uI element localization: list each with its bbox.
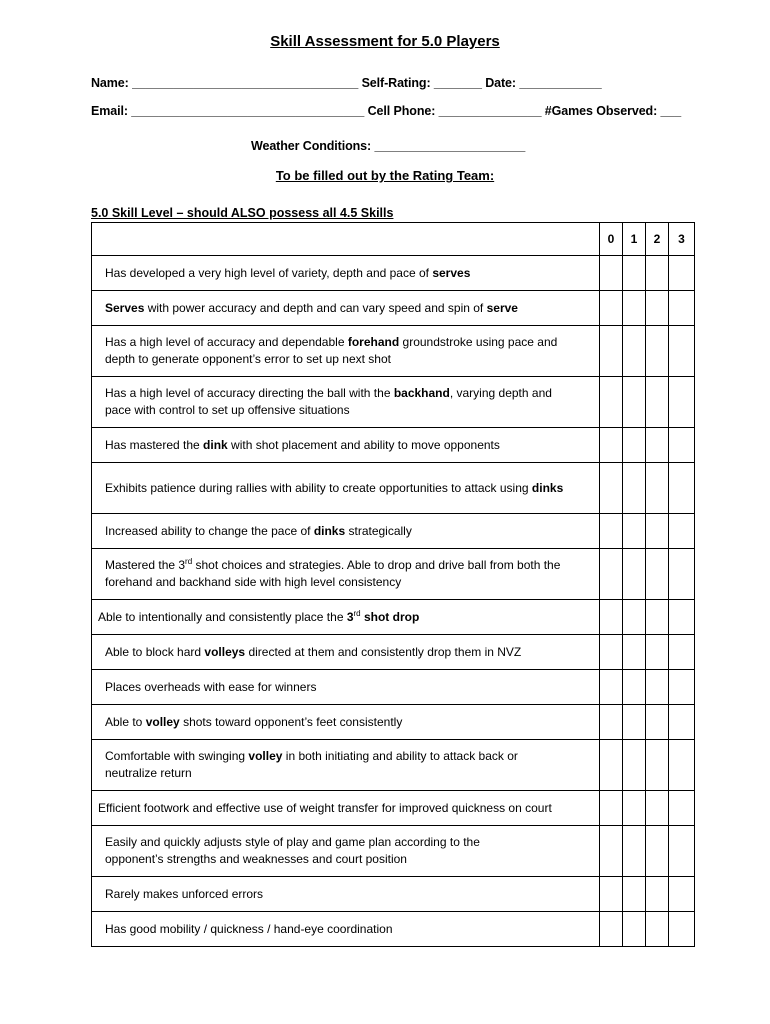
score-cell-1[interactable]	[623, 877, 646, 912]
score-cell-2[interactable]	[646, 705, 669, 740]
score-cell-2[interactable]	[646, 740, 669, 791]
score-header-3: 3	[669, 223, 695, 256]
score-cell-3[interactable]	[669, 549, 695, 600]
table-row	[92, 428, 695, 463]
score-cell-2[interactable]	[646, 428, 669, 463]
score-cell-2[interactable]	[646, 600, 669, 635]
skill-text: Rarely makes unforced errors	[105, 886, 264, 901]
score-cell-2[interactable]	[646, 826, 669, 877]
table-row	[92, 377, 695, 428]
skill-description	[92, 740, 600, 791]
skill-description	[92, 463, 600, 514]
score-cell-1[interactable]	[623, 600, 646, 635]
table-row	[92, 256, 695, 291]
score-cell-0[interactable]	[600, 826, 623, 877]
table-row	[92, 912, 695, 947]
score-cell-0[interactable]	[600, 912, 623, 947]
score-cell-3[interactable]	[669, 428, 695, 463]
score-cell-2[interactable]	[646, 791, 669, 826]
skill-keyword: Serves	[105, 300, 145, 315]
table-row	[92, 740, 695, 791]
skill-description	[92, 428, 600, 463]
table-row	[92, 791, 695, 826]
table-row	[92, 826, 695, 877]
weather-conditions-line: Weather Conditions: ______________________	[251, 139, 526, 153]
skill-keyword: dink	[203, 437, 228, 452]
score-cell-2[interactable]	[646, 326, 669, 377]
table-row	[92, 670, 695, 705]
skill-text: Able to block hard	[105, 644, 205, 659]
skill-description	[92, 670, 600, 705]
skill-text: Comfortable with swinging	[105, 749, 249, 763]
score-cell-2[interactable]	[646, 291, 669, 326]
skill-description	[92, 912, 600, 947]
score-cell-0[interactable]	[600, 428, 623, 463]
score-cell-0[interactable]	[600, 877, 623, 912]
score-cell-1[interactable]	[623, 463, 646, 514]
skill-keyword-2: shot drop	[360, 609, 420, 624]
score-cell-0[interactable]	[600, 463, 623, 514]
score-cell-3[interactable]	[669, 791, 695, 826]
page-title: Skill Assessment for 5.0 Players	[270, 33, 500, 50]
score-cell-1[interactable]	[623, 428, 646, 463]
table-row	[92, 326, 695, 377]
score-cell-3[interactable]	[669, 291, 695, 326]
header-blank-cell	[92, 223, 600, 256]
score-cell-1[interactable]	[623, 791, 646, 826]
skill-assessment-table	[91, 222, 695, 947]
skill-description	[92, 635, 600, 670]
skill-text-continued: in both initiating and ability to attack back or neutralize return	[105, 749, 518, 780]
skill-text: Has a high level of accuracy directing the ball with the	[105, 386, 394, 400]
score-header-1: 1	[623, 223, 646, 256]
skill-text: Able to	[105, 714, 146, 729]
skill-text: Has good mobility / quickness / hand-eye coordination	[105, 921, 393, 936]
score-cell-2[interactable]	[646, 256, 669, 291]
name-rating-date-line: Name: _________________________________ Self-Rating: _______ Date: ____________	[91, 76, 602, 90]
skill-keyword: volley	[145, 714, 180, 729]
score-cell-3[interactable]	[669, 912, 695, 947]
table-row	[92, 600, 695, 635]
skill-text-continued: shot choices and strategies. Able to drop and drive ball from both the forehand and backhand side with high level consistency	[105, 558, 561, 589]
skill-text: Places overheads with ease for winners	[105, 679, 317, 694]
skill-description	[92, 514, 600, 549]
score-cell-0[interactable]	[600, 600, 623, 635]
score-cell-0[interactable]	[600, 740, 623, 791]
score-cell-1[interactable]	[623, 256, 646, 291]
score-cell-3[interactable]	[669, 514, 695, 549]
score-header-0: 0	[600, 223, 623, 256]
skill-keyword: volley	[248, 749, 283, 763]
table-row	[92, 514, 695, 549]
skill-description	[92, 326, 600, 377]
score-cell-2[interactable]	[646, 377, 669, 428]
score-cell-2[interactable]	[646, 877, 669, 912]
email-phone-games-line: Email: __________________________________ Cell Phone: _______________ #Games Observed: ___	[91, 104, 682, 118]
table-row	[92, 549, 695, 600]
skill-description	[92, 291, 600, 326]
skill-text-continued: strategically	[345, 523, 412, 538]
skill-description	[92, 791, 600, 826]
score-cell-3[interactable]	[669, 463, 695, 514]
skill-text: Easily and quickly adjusts style of play and game plan according to the opponent’s strengths and weaknesses and court position	[105, 835, 480, 866]
table-row	[92, 291, 695, 326]
ordinal-suffix: rd	[185, 557, 193, 566]
score-header-2: 2	[646, 223, 669, 256]
score-cell-3[interactable]	[669, 377, 695, 428]
table-row	[92, 463, 695, 514]
skill-description	[92, 826, 600, 877]
skill-text: Able to intentionally and consistently place the	[98, 609, 347, 624]
score-cell-3[interactable]	[669, 326, 695, 377]
score-cell-0[interactable]	[600, 256, 623, 291]
score-cell-3[interactable]	[669, 740, 695, 791]
table-row	[92, 705, 695, 740]
skill-keyword-2: serve	[486, 300, 518, 315]
skill-keyword: dinks	[313, 523, 346, 538]
skill-text-continued: shots toward opponent’s feet consistently	[179, 714, 403, 729]
score-cell-1[interactable]	[623, 326, 646, 377]
score-cell-1[interactable]	[623, 291, 646, 326]
skill-text: Efficient footwork and effective use of weight transfer for improved quickness on court	[98, 800, 552, 815]
score-cell-0[interactable]	[600, 514, 623, 549]
skill-description	[92, 549, 600, 600]
table-row	[92, 877, 695, 912]
skill-keyword: forehand	[347, 335, 400, 349]
score-cell-1[interactable]	[623, 705, 646, 740]
score-cell-0[interactable]	[600, 549, 623, 600]
score-cell-2[interactable]	[646, 514, 669, 549]
skill-text-continued: with power accuracy and depth and can vary speed and spin of	[144, 300, 487, 315]
skill-description	[92, 377, 600, 428]
score-cell-2[interactable]	[646, 912, 669, 947]
score-cell-2[interactable]	[646, 670, 669, 705]
skill-keyword: backhand	[393, 386, 450, 400]
score-cell-2[interactable]	[646, 463, 669, 514]
score-cell-1[interactable]	[623, 377, 646, 428]
score-cell-1[interactable]	[623, 549, 646, 600]
table-row	[92, 635, 695, 670]
score-cell-1[interactable]	[623, 826, 646, 877]
table-header-row	[92, 223, 695, 256]
score-cell-1[interactable]	[623, 740, 646, 791]
score-cell-2[interactable]	[646, 549, 669, 600]
score-cell-2[interactable]	[646, 635, 669, 670]
score-cell-1[interactable]	[623, 514, 646, 549]
skill-keyword: volleys	[204, 644, 246, 659]
score-cell-3[interactable]	[669, 635, 695, 670]
score-cell-0[interactable]	[600, 791, 623, 826]
score-cell-3[interactable]	[669, 256, 695, 291]
skill-text-continued: , varying depth and pace with control to set up offensive situations	[105, 386, 552, 417]
skill-keyword: 3	[346, 609, 354, 624]
skill-text: Has a high level of accuracy and dependable	[105, 335, 348, 349]
skill-text: Has developed a very high level of variety, depth and pace of	[105, 265, 433, 280]
skill-text-continued: with shot placement and ability to move opponents	[227, 437, 500, 452]
skill-text-continued: groundstroke using pace and depth to generate opponent’s error to set up next shot	[105, 335, 558, 366]
score-cell-0[interactable]	[600, 326, 623, 377]
score-cell-1[interactable]	[623, 670, 646, 705]
score-cell-0[interactable]	[600, 705, 623, 740]
skill-text-continued: directed at them and consistently drop them in NVZ	[245, 644, 522, 659]
skill-description	[92, 256, 600, 291]
skill-description	[92, 705, 600, 740]
skill-keyword: dinks	[531, 480, 564, 495]
rating-team-heading: To be filled out by the Rating Team:	[275, 168, 495, 183]
score-cell-3[interactable]	[669, 670, 695, 705]
score-cell-3[interactable]	[669, 877, 695, 912]
score-cell-3[interactable]	[669, 826, 695, 877]
score-cell-3[interactable]	[669, 600, 695, 635]
score-cell-0[interactable]	[600, 377, 623, 428]
skill-description	[92, 600, 600, 635]
skill-description	[92, 877, 600, 912]
score-cell-1[interactable]	[623, 635, 646, 670]
score-cell-0[interactable]	[600, 291, 623, 326]
score-cell-1[interactable]	[623, 912, 646, 947]
skill-text: Has mastered the	[105, 437, 204, 452]
skill-text: Increased ability to change the pace of	[105, 523, 314, 538]
section-title: 5.0 Skill Level – should ALSO possess all 4.5 Skills	[91, 206, 394, 220]
skill-text: Mastered the 3	[105, 558, 186, 572]
score-cell-0[interactable]	[600, 670, 623, 705]
skill-text: Exhibits patience during rallies with ability to create opportunities to attack using	[105, 480, 532, 495]
ordinal-suffix: rd	[353, 608, 361, 618]
score-cell-3[interactable]	[669, 705, 695, 740]
skill-keyword: serves	[432, 265, 471, 280]
score-cell-0[interactable]	[600, 635, 623, 670]
